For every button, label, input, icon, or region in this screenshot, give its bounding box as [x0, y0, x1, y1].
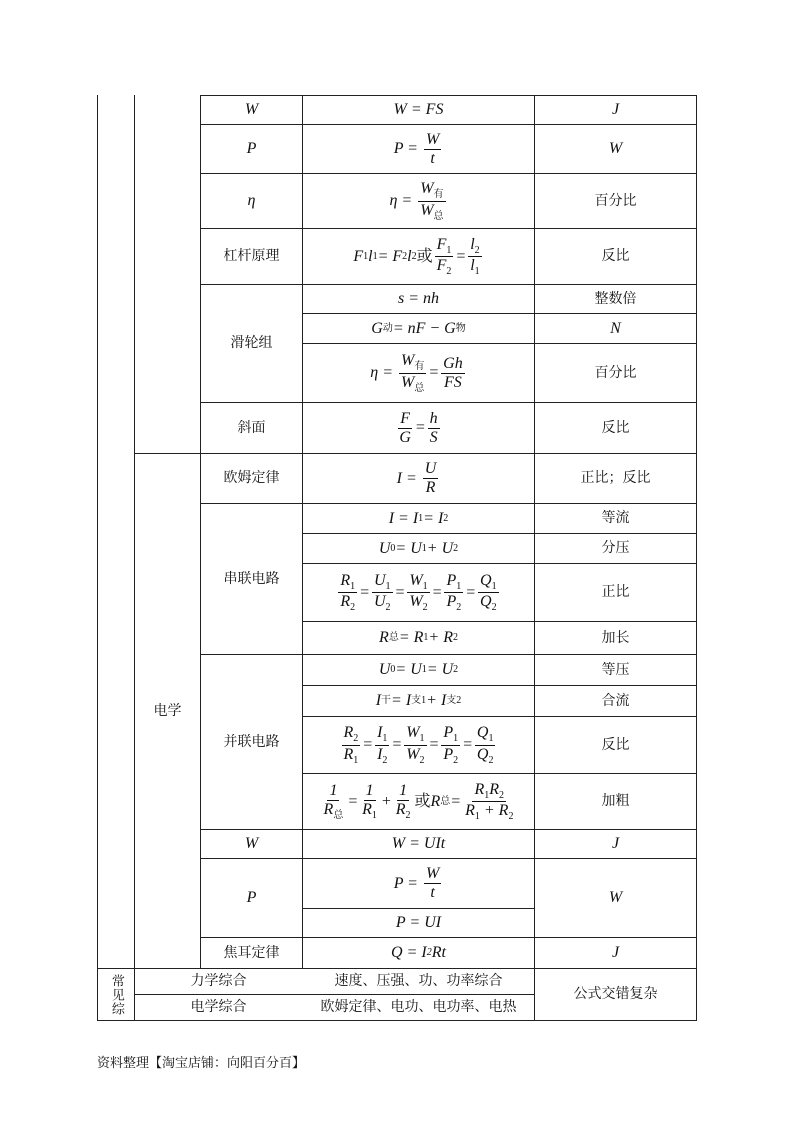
relation-electric-power: W [608, 889, 623, 907]
name-electric-power: P [246, 889, 257, 907]
formula-lever: F 1 l 1 = F 2 l 2 或 $\frac{F_1}{F_2}$ = $\frac{l_2}{l_1}$ [353, 235, 480, 278]
formula-parallel-4: $\frac{1}{R_总}$ = $\frac{1}{R_1}$ + $\frac{1}{R_2}$ 或 R 总 = $\frac{R_1R_2}{R_1 + R_2}$ [323, 780, 514, 823]
name-mechanics-combined: 力学综合 [190, 973, 247, 990]
vline [97, 95, 98, 1021]
relation-series-3: 正比 [601, 584, 630, 601]
name-series: 串联电路 [223, 570, 280, 587]
relation-power: W [608, 140, 623, 158]
formula-joule: Q = I 2 Rt [391, 944, 446, 962]
relation-pulley-2: N [610, 319, 621, 337]
name-efficiency: η [247, 192, 256, 210]
relation-joule: J [611, 944, 620, 962]
relation-pulley-1: 整数倍 [594, 290, 637, 307]
relation-lever: 反比 [601, 248, 630, 265]
vline [696, 95, 697, 1021]
relation-parallel-2: 合流 [601, 692, 630, 709]
relation-electric-work: J [611, 835, 620, 853]
name-work: W [244, 101, 259, 119]
footer-credit: 资料整理【淘宝店铺：向阳百分百】 [97, 1056, 306, 1071]
formula-incline: $\frac{F}{G}$ = $\frac{h}{S}$ [399, 409, 438, 446]
formula-ohm: I = $\frac{U}{R}$ [396, 460, 437, 496]
formula-electric-power-1: P = $\frac{W}{t}$ [393, 865, 440, 901]
formula-efficiency: η = $\frac{W_有}{W_总}$ [389, 180, 444, 222]
formula-pulley-2: G 动 = nF − G 物 [371, 319, 466, 337]
formula-series-4: R 总 = R 1 + R 2 [379, 629, 458, 647]
name-incline: 斜面 [237, 419, 266, 436]
formula-series-1: I = I 1 = I 2 [388, 509, 449, 527]
side-label-common: 常见综 [108, 973, 124, 1016]
relation-parallel-3: 反比 [601, 736, 630, 753]
name-ohm: 欧姆定律 [223, 470, 280, 487]
name-electric-work: W [244, 835, 259, 853]
relation-parallel-1: 等压 [601, 661, 630, 678]
formula-pulley-1: s = nh [397, 290, 440, 308]
name-parallel: 并联电路 [223, 733, 280, 750]
relation-efficiency: 百分比 [594, 192, 637, 209]
relation-pulley-3: 百分比 [594, 364, 637, 381]
name-electricity-combined: 电学综合 [190, 999, 247, 1016]
relation-incline: 反比 [601, 419, 630, 436]
formula-table [97, 95, 697, 1021]
formula-work: W = FS [393, 101, 444, 119]
relation-series-2: 分压 [601, 540, 630, 557]
name-pulley: 滑轮组 [230, 335, 273, 352]
formula-series-2: U 0 = U 1 + U 2 [378, 539, 459, 557]
desc-mechanics-combined: 速度、压强、功、功率综合 [334, 973, 503, 990]
relation-series-4: 加长 [601, 629, 630, 646]
formula-parallel-3: $\frac{R_2}{R_1}$ = $\frac{I_1}{I_2}$ = $\frac{W_1}{W_2}$ = $\frac{P_1}{P_2}$ = $\frac{Q_1}{Q_2}$ [343, 724, 494, 766]
relation-work: J [611, 101, 620, 119]
name-joule: 焦耳定律 [223, 944, 280, 961]
desc-electricity-combined: 欧姆定律、电功、电功率、电热 [320, 999, 517, 1016]
name-lever: 杠杆原理 [223, 248, 280, 265]
relation-series-1: 等流 [601, 510, 630, 527]
formula-pulley-3: η = $\frac{W_有}{W_总}$ = $\frac{Gh}{FS}$ [370, 352, 463, 394]
hline [97, 1020, 697, 1021]
formula-series-3: $\frac{R_1}{R_2}$ = $\frac{U_1}{U_2}$ = $\frac{W_1}{W_2}$ = $\frac{P_1}{P_2}$ = $\frac{Q_1}{Q_2}$ [340, 571, 497, 614]
relation-ohm: 正比；反比 [580, 470, 651, 487]
formula-power: P = $\frac{W}{t}$ [393, 130, 440, 167]
formula-parallel-2: I 干 = I 支 1 + I 支 2 [375, 692, 462, 710]
formula-parallel-1: U 0 = U 1 = U 2 [378, 661, 459, 679]
formula-electric-work: W = UIt [391, 835, 446, 853]
category-electricity: 电学 [153, 702, 182, 719]
relation-combined: 公式交错复杂 [573, 986, 658, 1003]
relation-parallel-4: 加粗 [601, 793, 630, 810]
name-power: P [246, 140, 257, 158]
formula-electric-power-2: P = UI [395, 914, 442, 932]
